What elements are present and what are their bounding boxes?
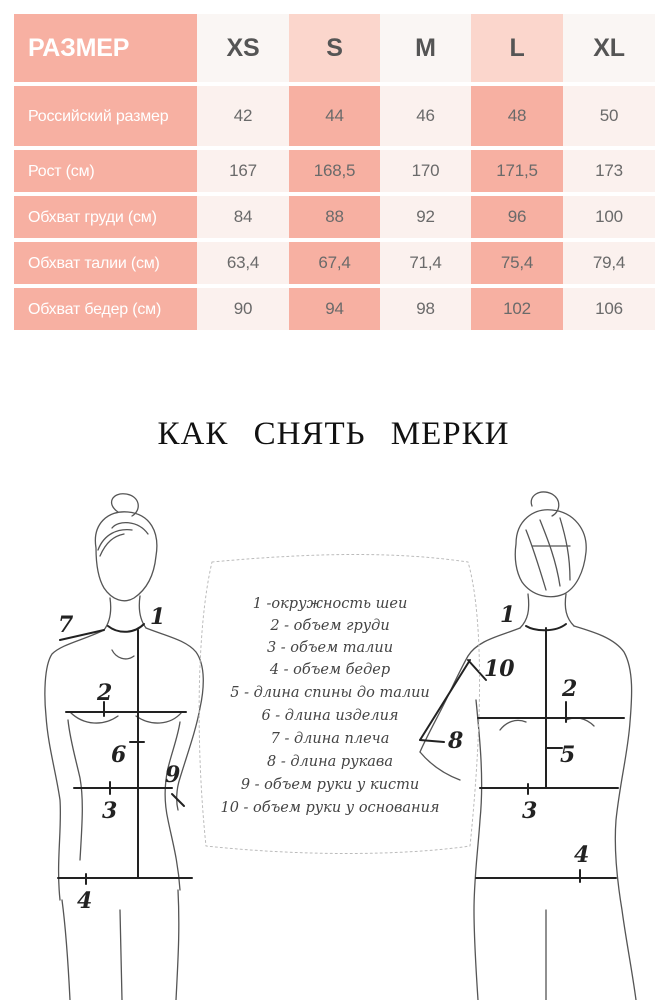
table-cell: 44: [289, 86, 380, 146]
front-mark-1: 1: [150, 604, 166, 630]
table-cell: 63,4: [197, 242, 289, 284]
table-cell: 90: [197, 288, 289, 330]
table-cell: 75,4: [471, 242, 563, 284]
front-mark-6: 6: [111, 742, 127, 768]
front-mark-7: 7: [58, 612, 74, 638]
table-cell: 92: [380, 196, 471, 238]
size-header-l: L: [471, 14, 563, 82]
legend-item: 5 - длина спины до талии: [230, 685, 430, 701]
table-cell: 102: [471, 288, 563, 330]
back-mark-3: 3: [522, 798, 538, 824]
table-cell: 168,5: [289, 150, 380, 192]
back-mark-8: 8: [448, 728, 464, 754]
table-cell: 88: [289, 196, 380, 238]
row-label-russian-size: Российский размер: [14, 86, 197, 146]
legend-item: 1 -окружность шеи: [252, 596, 408, 612]
table-cell: 67,4: [289, 242, 380, 284]
table-header-label: РАЗМЕР: [14, 14, 197, 82]
back-mark-5: 5: [560, 742, 576, 768]
table-cell: 106: [563, 288, 655, 330]
table-cell: 170: [380, 150, 471, 192]
legend-item: 6 - длина изделия: [261, 708, 399, 724]
table-cell: 100: [563, 196, 655, 238]
back-mark-4: 4: [574, 842, 590, 868]
row-label-waist: Обхват талии (см): [14, 242, 197, 284]
table-cell: 50: [563, 86, 655, 146]
table-cell: 96: [471, 196, 563, 238]
table-cell: 48: [471, 86, 563, 146]
legend-item: 3 - объем талии: [266, 640, 394, 656]
legend-item: 7 - длина плеча: [270, 731, 390, 747]
size-header-xs: XS: [197, 14, 289, 82]
front-mark-3: 3: [102, 798, 118, 824]
size-header-m: M: [380, 14, 471, 82]
table-cell: 79,4: [563, 242, 655, 284]
table-cell: 171,5: [471, 150, 563, 192]
legend-item: 2 - объем груди: [270, 618, 390, 634]
table-cell: 94: [289, 288, 380, 330]
legend-item: 10 - объем руки у основания: [220, 800, 440, 816]
howto-title: КАК СНЯТЬ МЕРКИ: [157, 416, 510, 452]
legend-item: 4 - объем бедер: [269, 662, 391, 678]
size-header-xl: XL: [563, 14, 655, 82]
back-mark-10: 10: [484, 656, 515, 682]
front-mark-4: 4: [77, 888, 93, 914]
row-label-hips: Обхват бедер (см): [14, 288, 197, 330]
legend-item: 8 - длина рукава: [267, 754, 393, 770]
table-cell: 173: [563, 150, 655, 192]
table-cell: 42: [197, 86, 289, 146]
back-mark-2: 2: [562, 676, 578, 702]
table-cell: 167: [197, 150, 289, 192]
size-table: [0, 0, 667, 340]
back-mark-1: 1: [500, 602, 516, 628]
row-label-height: Рост (см): [14, 150, 197, 192]
table-cell: 71,4: [380, 242, 471, 284]
front-mark-9: 9: [165, 762, 181, 788]
legend-item: 9 - объем руки у кисти: [240, 777, 420, 793]
size-header-s: S: [289, 14, 380, 82]
row-label-chest: Обхват груди (см): [14, 196, 197, 238]
table-cell: 84: [197, 196, 289, 238]
front-mark-2: 2: [97, 680, 113, 706]
table-cell: 98: [380, 288, 471, 330]
table-cell: 46: [380, 86, 471, 146]
measurement-legend: [192, 560, 474, 850]
